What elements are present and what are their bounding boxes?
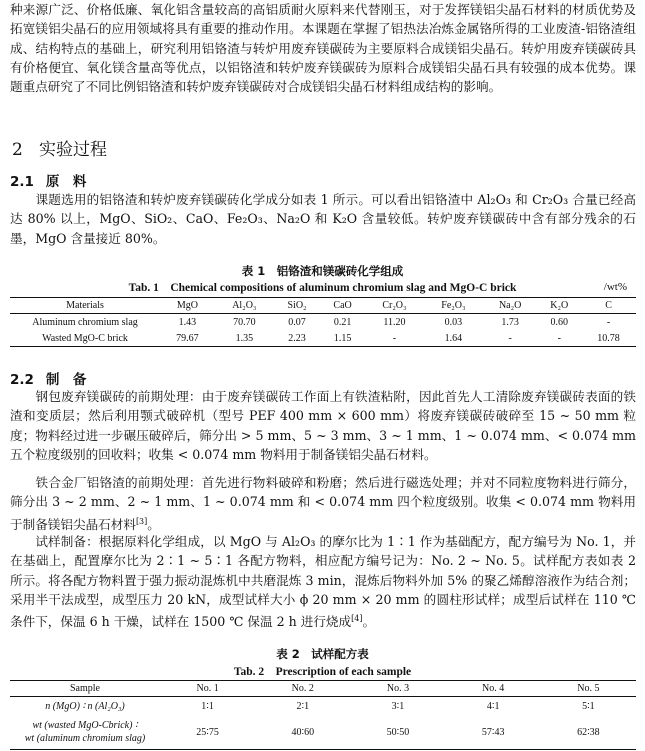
table-cell: 70.70 xyxy=(233,316,256,328)
table-cell: - xyxy=(557,332,561,344)
table1-header-row xyxy=(10,298,636,314)
table2 xyxy=(10,680,636,750)
table1-header: CaO xyxy=(320,298,365,314)
table-cell: 4∶1 xyxy=(486,700,500,712)
table-cell: 5∶1 xyxy=(582,700,595,712)
intro-paragraph: 种来源广泛、价格低廉、氧化铝含量较高的高铝质耐火原料来代替刚玉，对于发挥镁铝尖晶石材料的材质优势及拓宽镁铝尖晶石的应用领域将具有重要的推动作用。本课题在掌握了铝热法冶炼金属铬所得的工业废渣-铝铬渣组成、结构特点的基础上，研究利用铝铬渣与转炉用废弃镁碳砖为主要原料合成镁铝尖晶石。转炉用废弃镁碳砖具有价格便宜、氧化镁含量高等优点，以铝铬渣和转炉废弃镁碳砖为原料合成镁铝尖晶石具有较强的成本优势。课题重点研究了不同比例铝铬渣和转炉废弃镁碳砖对合成镁铝尖晶石材料组成结构的影响。 xyxy=(10,2,636,95)
table2-header: Sample xyxy=(10,681,160,697)
section-title: 实验过程 xyxy=(39,140,108,160)
table1-header: Fe₂O₃ xyxy=(424,298,483,314)
table2-header: No. 1 xyxy=(160,681,255,697)
table-cell: 1∶1 xyxy=(201,700,214,712)
row-label-line: wt (wasted MgO-Cbrick) ∶ xyxy=(32,720,138,731)
table-cell: 50∶50 xyxy=(386,726,410,738)
subsection-title: 原 料 xyxy=(45,174,87,190)
prep-paragraph-1: 钢包废弃镁碳砖的前期处理：由于废弃镁碳砖工作面上有铁渣粘附，因此首先人工清除废弃镁碳砖表面的铁渣和变质层；然后利用颚式破碎机（型号 PEF 400 mm × 600 mm）将废弃镁碳砖破碎至 15 ~ 50 mm 粒度；物料经过进一步碾压破碎后，筛分出 > 5 mm、5 ~ 3 mm、3 ~ 1 mm、1 ~ 0.074 mm、< 0.074 mm 五个粒度级别的回收料；收集 < 0.074 mm 物料用于制备镁铝尖晶石材料。 xyxy=(10,389,641,462)
table2-header: No. 5 xyxy=(541,681,636,697)
subsection-number: 2.2 xyxy=(10,372,34,388)
table-cell: 0.21 xyxy=(333,316,352,328)
table-cell: 2.23 xyxy=(288,332,306,344)
table1-caption-en: Tab. 1 Chemical compositions of aluminum chromium slag and MgO-C brick xyxy=(128,282,517,294)
table-cell: 3∶1 xyxy=(391,700,405,712)
table-cell: 1.35 xyxy=(235,332,254,344)
table-cell: 0.07 xyxy=(288,316,306,328)
row-label-line: wt (aluminum chromium slag) xyxy=(24,733,146,744)
table-cell: 25∶75 xyxy=(196,726,219,738)
table-cell: 1.64 xyxy=(444,332,463,344)
table2-header-row xyxy=(10,681,636,697)
table1-header: K₂O xyxy=(537,298,581,314)
table-cell: - xyxy=(606,316,611,328)
prep-paragraph-2 xyxy=(10,473,636,534)
subsection-heading-2-1 xyxy=(10,170,98,190)
table-cell: 40∶60 xyxy=(291,726,315,738)
prep-paragraph-3-end: 。 xyxy=(362,614,376,630)
table-cell: 2∶1 xyxy=(296,700,310,712)
table2-caption-cn: 表 2 试样配方表 xyxy=(276,647,369,661)
table-row xyxy=(10,715,636,750)
table-cell: - xyxy=(392,332,397,344)
table1-header: Cr₂O₃ xyxy=(365,298,424,314)
table-cell: 11.20 xyxy=(383,316,406,328)
section-heading xyxy=(12,135,107,160)
table1-caption-cn: 表 1 铝铬渣和镁碳砖化学组成 xyxy=(241,264,404,278)
table-row xyxy=(10,314,636,331)
subsection-number: 2.1 xyxy=(10,174,34,190)
table1-header: Al₂O₃ xyxy=(215,298,274,314)
table-cell: 10.78 xyxy=(597,332,620,344)
table-cell: 62∶38 xyxy=(577,726,600,738)
citation: [3] xyxy=(135,516,148,526)
table-row xyxy=(10,330,636,347)
prep-paragraph-3 xyxy=(10,532,641,632)
table1-header: Materials xyxy=(10,298,160,314)
table-cell: - xyxy=(508,332,512,344)
table-cell: 1.43 xyxy=(178,316,197,328)
table2-header: No. 4 xyxy=(446,681,541,697)
table-cell: 0.60 xyxy=(550,316,568,328)
materials-paragraph: 课题选用的铝铬渣和转炉废弃镁碳砖化学成分如表 1 所示。可以看出铝铬渣中 Al₂O₃ 和 Cr₂O₃ 合量已经高达 80% 以上，MgO、SiO₂、CaO、Fe₂O₃、Na₂O 和 K₂O 含量较低。转炉废弃镁碳砖中含有部分残余的石墨，MgO 含量接近 80%。 xyxy=(10,192,636,246)
prep-paragraph-3-text: 试样制备：根据原料化学组成，以 MgO 与 Al₂O₃ 的摩尔比为 1∶1 作为基础配方，配方编号为 No. 1，并在基础上，配置摩尔比为 2∶1 ~ 5∶1 各配方物料，相应配方编号记为：No. 2 ~ No. 5。试样配方表如表 2 所示。将各配方物料置于强力振动混炼机中共磨混炼 3 min，混炼后物料外加 5% 的聚乙烯醇溶液作为结合剂；采用半干法成型，成型压力 20 kN，成型试样大小 ϕ 20 mm × 20 mm 的圆柱形试样；成型后试样在 110 ℃ 条件下，保温 6 h 干燥，试样在 1500 ℃ 保温 2 h 进行烧成 xyxy=(10,534,641,630)
table-cell: n (MgO) ∶ n (Al₂O₃) xyxy=(45,700,125,712)
table-cell: 1.15 xyxy=(333,332,352,344)
table-cell: 79.67 xyxy=(176,332,199,344)
table1-header: MgO xyxy=(160,298,215,314)
table-cell: Wasted MgO-C brick xyxy=(42,332,128,344)
table-cell: Aluminum chromium slag xyxy=(32,316,138,328)
table2-caption-en: Tab. 2 Prescription of each sample xyxy=(233,666,412,678)
prep-paragraph-2-text: 铁合金厂铝铬渣的前期处理：首先进行物料破碎和粉磨；然后进行磁选处理；并对不同粒度物料进行筛分，筛分出 3 ~ 2 mm、2 ~ 1 mm、1 ~ 0.074 mm 和 < 0.074 mm 四个粒度级别。收集 < 0.074 mm 物料用于制备镁铝尖晶石材料 xyxy=(10,475,636,532)
table2-header: No. 2 xyxy=(255,681,350,697)
table1-header: C xyxy=(581,298,636,314)
table1-unit: /wt% xyxy=(603,281,627,293)
table-cell: 57∶43 xyxy=(481,726,505,738)
subsection-title: 制 备 xyxy=(45,372,87,388)
table-cell: 0.03 xyxy=(444,316,463,328)
table-cell: 1.73 xyxy=(501,316,519,328)
table-cell xyxy=(10,715,160,750)
subsection-heading-2-2 xyxy=(10,368,98,388)
table-row xyxy=(10,697,636,716)
citation: [4] xyxy=(351,614,363,624)
section-number: 2 xyxy=(12,140,23,160)
table1-header: Na₂O xyxy=(483,298,538,314)
table2-header: No. 3 xyxy=(350,681,445,697)
table1 xyxy=(10,297,636,347)
table1-header: SiO₂ xyxy=(274,298,320,314)
prep-paragraph-2-end: 。 xyxy=(147,516,160,532)
